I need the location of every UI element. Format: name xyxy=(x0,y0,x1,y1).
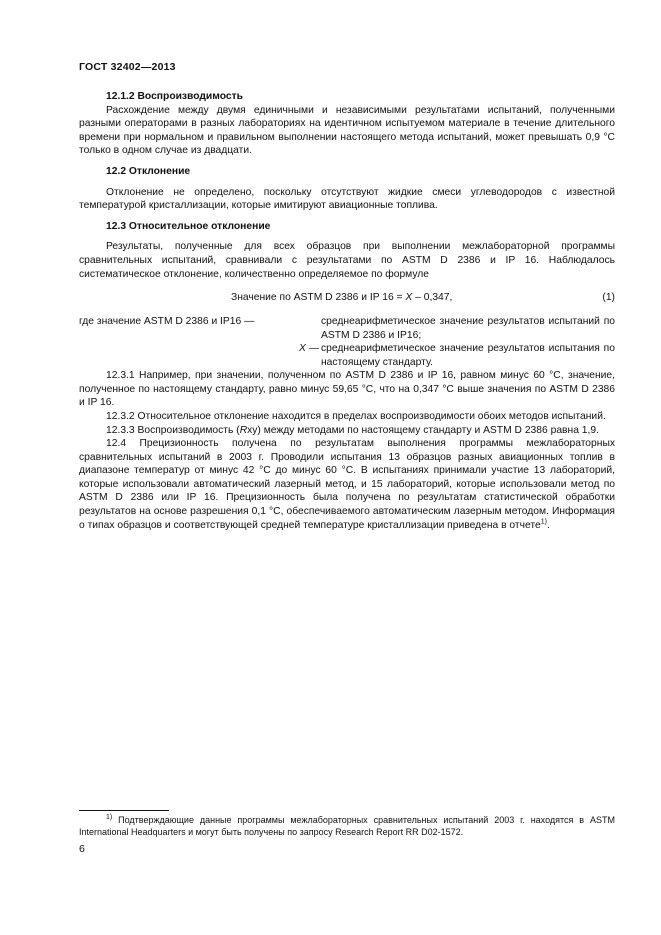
section-12-3-1-text: 12.3.1 Например, при значении, полученном по ASTM D 2386 и IP 16, равном минус 60 °С, значение, полученное по настоящему стандарту, равно минус 59,65 °С, что на 0,347 °С выше значения по ASTM D 2386 и IP 16. xyxy=(79,370,615,409)
section-12-1-2-heading: 12.1.2 Воспроизводимость xyxy=(106,91,244,102)
footnote-mark: 1) xyxy=(106,814,113,821)
section-12-3-2-text: 12.3.2 Относительное отклонение находится в пределах воспроизводимости обоих методов испытаний. xyxy=(106,410,606,422)
document-code-header: ГОСТ 32402—2013 xyxy=(79,61,176,73)
legend-term-astm: где значение ASTM D 2386 и IP16 — xyxy=(79,316,255,328)
legend-desc-astm: среднеарифметическое значение результатов испытаний по ASTM D 2386 и IP16; xyxy=(321,316,615,341)
formula-expression: Значение по ASTM D 2386 и IP 16 = X – 0,347, xyxy=(231,292,453,304)
footnote-separator xyxy=(79,810,169,811)
legend-desc-x: среднеарифметическое значение результатов испытания по настоящему стандарту. xyxy=(321,343,615,368)
section-12-3-text: Результаты, полученные для всех образцов при выполнении межлабораторной программы сравнительных испытаний, сравнивали с результатами по ASTM D 2386 и IP 16. Наблюдалось систематическое отклонение, количественно определяемое по формуле xyxy=(79,241,615,280)
footnote-text: Подтверждающие данные программы межлабораторных сравнительных испытаний 2003 г. находятся в ASTM International Headquarters и могут быть получены по запросу Research Report RR D02-1572. xyxy=(79,815,615,838)
footnote-reference[interactable]: 1) xyxy=(540,518,547,526)
section-12-1-2-text: Расхождение между двумя единичными и независимыми результатами испытаний, полученными разными операторами в разных лабораториях на идентичном испытуемом материале в течение длительного времени при нормальном и правильном выполнении настоящего метода испытаний, может превышать 0,9 °С только в одном случае из двадцати. xyxy=(79,104,615,157)
main-content xyxy=(79,90,615,532)
formula-legend xyxy=(79,315,615,369)
formula-number: (1) xyxy=(602,292,615,304)
section-12-2-text: Отклонение не определено, поскольку отсутствуют жидкие смеси углеводородов с известной температурой кристаллизации, которые имитируют авиационные топлива. xyxy=(79,186,615,212)
section-12-4-text: 12.4 Прецизионность получена по результатам выполнения программы межлабораторных сравнительных испытаний в 2003 г. Проводили испытания 13 образцов разных авиационных топлив в диапазоне температур от минус 42 °С до минус 60 °С. В испытаниях принимали участие 13 лабораторий, которые использовали автоматический лазерный метод, и 15 лабораторий, которые использовали метод по ASTM D 2386 или IP 16. Прецизионность была получена по результатам статистической обработки результатов на основе разрешения 0,1 °С, обеспечиваемого автоматическим лазерным методом. Информация о типах образцов и соответствующей средней температуре кристаллизации приведена в отчете$^{1)}$. xyxy=(79,438,615,531)
section-12-2-heading: 12.2 Отклонение xyxy=(106,165,191,177)
reproducibility-symbol: R xyxy=(239,424,248,436)
section-12-3-3-text: 12.3.3 Воспроизводимость (Rxy) между методами по настоящему стандарту и ASTM D 2386 равна 1,9. xyxy=(106,424,599,436)
formula-1 xyxy=(79,291,615,305)
footnote xyxy=(79,814,615,838)
page-number: 6 xyxy=(79,843,85,855)
section-12-3-heading: 12.3 Относительное отклонение xyxy=(106,220,271,232)
legend-term-x: X — xyxy=(298,343,319,355)
formula-variable-x: X xyxy=(405,292,413,304)
